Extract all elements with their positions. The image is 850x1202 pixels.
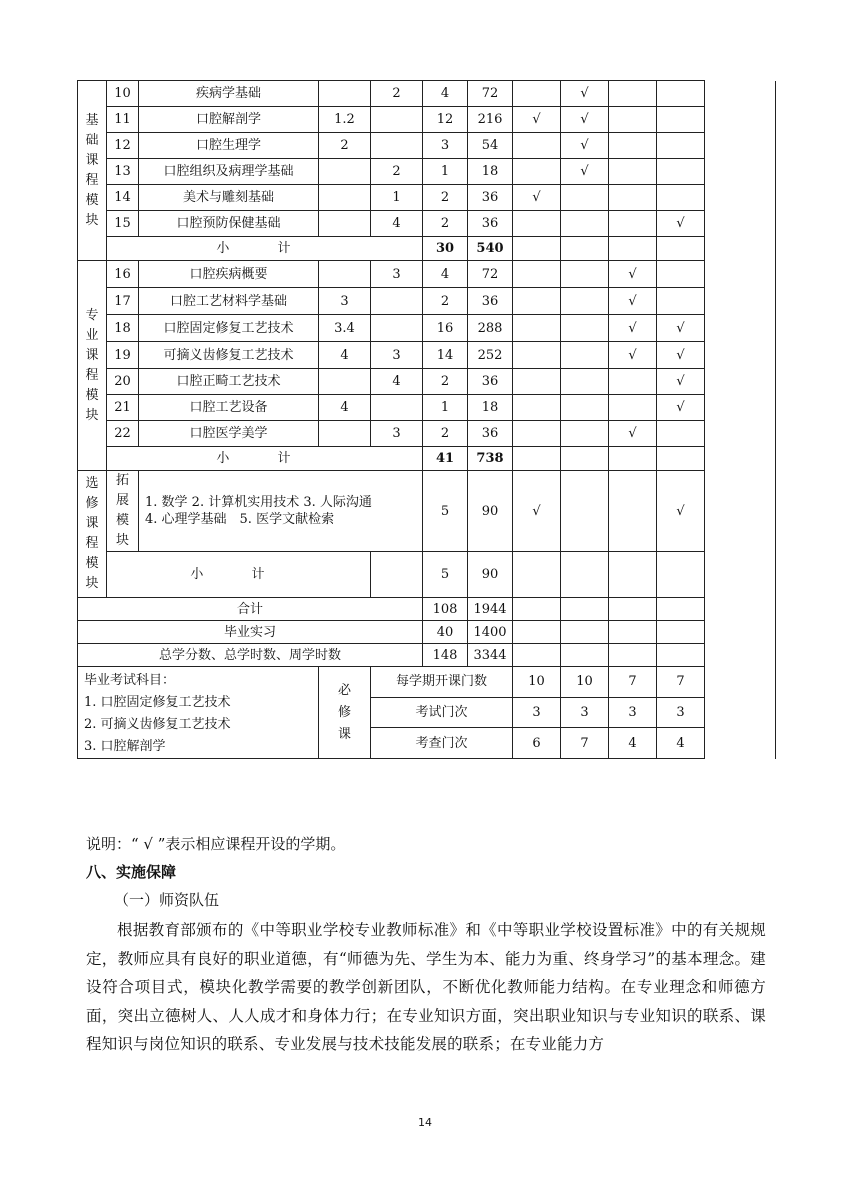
semester-mark [513, 369, 561, 395]
course-credit: 4 [423, 261, 468, 288]
subtotal-label: 小 计 [107, 552, 371, 598]
semester-mark [657, 185, 705, 211]
semester-mark [513, 598, 561, 621]
course-name: 可摘义齿修复工艺技术 [139, 342, 319, 369]
course-exam: 4 [319, 395, 371, 421]
semester-mark: √ [513, 185, 561, 211]
course-credit: 2 [423, 288, 468, 315]
course-no: 11 [107, 107, 139, 133]
semester-mark [561, 315, 609, 342]
course-exam [319, 211, 371, 237]
course-name: 口腔疾病概要 [139, 261, 319, 288]
course-exam: 3.4 [319, 315, 371, 342]
semester-mark [609, 237, 657, 261]
semester-mark [609, 644, 657, 667]
semester-mark: √ [609, 342, 657, 369]
course-name: 口腔固定修复工艺技术 [139, 315, 319, 342]
semester-mark [561, 211, 609, 237]
course-exam [319, 159, 371, 185]
semester-mark [609, 185, 657, 211]
subtotal-credit: 30 [423, 237, 468, 261]
semester-mark: √ [657, 342, 705, 369]
curriculum-table [77, 80, 776, 759]
course-check [371, 288, 423, 315]
semester-mark: √ [561, 107, 609, 133]
semester-mark: √ [657, 211, 705, 237]
semester-mark [561, 552, 609, 598]
course-name: 口腔正畸工艺技术 [139, 369, 319, 395]
course-check: 3 [371, 421, 423, 447]
table-row [78, 552, 776, 598]
elective-line-2: 4. 心理学基础 5. 医学文献检索 [145, 512, 335, 527]
semester-stat-label: 考查门次 [371, 728, 513, 759]
table-row [78, 315, 776, 342]
semester-mark [513, 211, 561, 237]
semester-mark [561, 342, 609, 369]
semester-mark: √ [609, 315, 657, 342]
course-credit: 1 [423, 395, 468, 421]
semester-mark [513, 552, 561, 598]
grand-total-row-credit: 148 [423, 644, 468, 667]
semester-stat-value: 3 [609, 697, 657, 728]
course-exam: 4 [319, 342, 371, 369]
course-no: 10 [107, 81, 139, 107]
course-check [371, 107, 423, 133]
semester-mark [513, 342, 561, 369]
semester-mark [513, 288, 561, 315]
semester-mark [657, 621, 705, 644]
semester-stat-value: 7 [561, 728, 609, 759]
table-row [78, 621, 776, 644]
graduation-title: 毕业考试科目： [84, 673, 176, 688]
course-credit: 4 [423, 81, 468, 107]
course-no: 14 [107, 185, 139, 211]
course-hours: 18 [468, 395, 513, 421]
course-exam [319, 369, 371, 395]
semester-mark [657, 107, 705, 133]
course-credit: 2 [423, 211, 468, 237]
course-no: 21 [107, 395, 139, 421]
semester-mark [657, 552, 705, 598]
course-hours: 90 [468, 471, 513, 552]
table-row [78, 395, 776, 421]
semester-mark: √ [561, 159, 609, 185]
course-credit: 3 [423, 133, 468, 159]
table-row [78, 369, 776, 395]
table-right-margin [705, 81, 776, 759]
course-name: 口腔解剖学 [139, 107, 319, 133]
semester-stat-label: 每学期开课门数 [371, 667, 513, 698]
semester-mark [609, 369, 657, 395]
course-check: 4 [371, 369, 423, 395]
subtotal-credit: 5 [423, 552, 468, 598]
semester-mark [513, 395, 561, 421]
semester-mark [513, 447, 561, 471]
total-row-credit: 108 [423, 598, 468, 621]
semester-stat-value: 3 [513, 697, 561, 728]
semester-mark [561, 644, 609, 667]
course-no: 20 [107, 369, 139, 395]
semester-mark [561, 447, 609, 471]
graduation-exam-subjects [78, 667, 319, 759]
course-exam [319, 421, 371, 447]
course-hours: 18 [468, 159, 513, 185]
semester-mark [513, 159, 561, 185]
semester-stat-value: 10 [561, 667, 609, 698]
course-exam: 1.2 [319, 107, 371, 133]
table-cell [371, 552, 423, 598]
table-row [78, 447, 776, 471]
semester-mark [657, 237, 705, 261]
semester-mark [561, 621, 609, 644]
course-credit: 2 [423, 185, 468, 211]
table-row [78, 133, 776, 159]
course-exam: 3 [319, 288, 371, 315]
semester-stat-value: 10 [513, 667, 561, 698]
course-hours: 252 [468, 342, 513, 369]
grand-total-row-hours: 3344 [468, 644, 513, 667]
semester-mark: √ [609, 421, 657, 447]
course-exam [319, 81, 371, 107]
subtotal-label: 小 计 [107, 237, 423, 261]
total-row-hours: 1944 [468, 598, 513, 621]
course-exam [319, 261, 371, 288]
course-hours: 72 [468, 81, 513, 107]
course-no: 13 [107, 159, 139, 185]
semester-stat-value: 7 [609, 667, 657, 698]
grand-total-row-label: 总学分数、总学时数、周学时数 [78, 644, 423, 667]
course-credit: 1 [423, 159, 468, 185]
semester-mark [561, 395, 609, 421]
module-label-elective: 选 修 课 程 模 块 [78, 471, 107, 598]
course-check [371, 315, 423, 342]
table-row [78, 342, 776, 369]
course-hours: 36 [468, 369, 513, 395]
table-row [78, 667, 776, 698]
semester-mark: √ [657, 471, 705, 552]
course-credit: 2 [423, 421, 468, 447]
course-name: 口腔工艺设备 [139, 395, 319, 421]
semester-mark [609, 447, 657, 471]
elective-sub-label: 拓 展 模 块 [107, 471, 139, 552]
table-row [78, 598, 776, 621]
page-number: 14 [418, 1116, 432, 1129]
subtotal-label: 小 计 [107, 447, 423, 471]
semester-mark [561, 471, 609, 552]
semester-mark: √ [513, 471, 561, 552]
course-no: 12 [107, 133, 139, 159]
semester-mark [657, 644, 705, 667]
semester-mark [657, 288, 705, 315]
semester-mark [657, 159, 705, 185]
table-row [78, 81, 776, 107]
semester-mark [609, 211, 657, 237]
semester-mark [657, 133, 705, 159]
semester-mark: √ [657, 369, 705, 395]
semester-stat-value: 3 [657, 697, 705, 728]
subtotal-hours: 738 [468, 447, 513, 471]
course-no: 15 [107, 211, 139, 237]
table-explanation: 说明：“ √ ”表示相应课程开设的学期。 [86, 835, 346, 853]
course-exam [319, 185, 371, 211]
semester-stat-label: 考试门次 [371, 697, 513, 728]
graduation-subject: 3. 口腔解剖学 [84, 739, 166, 754]
section-heading: 八、实施保障 [86, 863, 177, 881]
course-no: 16 [107, 261, 139, 288]
course-no: 22 [107, 421, 139, 447]
internship-row-credit: 40 [423, 621, 468, 644]
table-row [78, 211, 776, 237]
semester-mark [561, 288, 609, 315]
course-check: 4 [371, 211, 423, 237]
graduation-subject: 1. 口腔固定修复工艺技术 [84, 695, 231, 710]
course-credit: 5 [423, 471, 468, 552]
semester-mark [657, 598, 705, 621]
semester-mark [609, 395, 657, 421]
semester-mark: √ [609, 288, 657, 315]
semester-mark [657, 81, 705, 107]
course-check [371, 395, 423, 421]
course-name: 口腔组织及病理学基础 [139, 159, 319, 185]
semester-mark [657, 261, 705, 288]
semester-mark [513, 421, 561, 447]
table-row [78, 159, 776, 185]
semester-mark [609, 621, 657, 644]
semester-stat-value: 4 [609, 728, 657, 759]
module-label-major: 专 业 课 程 模 块 [78, 261, 107, 471]
course-check: 2 [371, 159, 423, 185]
course-credit: 2 [423, 369, 468, 395]
course-hours: 216 [468, 107, 513, 133]
semester-mark [561, 237, 609, 261]
semester-mark [561, 421, 609, 447]
course-name: 口腔生理学 [139, 133, 319, 159]
module-label-basic: 基 础 课 程 模 块 [78, 81, 107, 261]
course-name: 口腔预防保健基础 [139, 211, 319, 237]
subtotal-credit: 41 [423, 447, 468, 471]
semester-mark [513, 261, 561, 288]
graduation-subject: 2. 可摘义齿修复工艺技术 [84, 717, 231, 732]
semester-mark [561, 261, 609, 288]
semester-mark [609, 159, 657, 185]
course-check [371, 133, 423, 159]
internship-row-label: 毕业实习 [78, 621, 423, 644]
subtotal-hours: 540 [468, 237, 513, 261]
course-hours: 54 [468, 133, 513, 159]
notes-block [86, 830, 766, 1059]
course-no: 17 [107, 288, 139, 315]
course-name: 口腔医学美学 [139, 421, 319, 447]
semester-mark [513, 81, 561, 107]
table-row [78, 185, 776, 211]
semester-mark [609, 107, 657, 133]
course-credit: 12 [423, 107, 468, 133]
elective-line-1: 1. 数学 2. 计算机实用技术 3. 人际沟通 [145, 495, 372, 510]
course-credit: 16 [423, 315, 468, 342]
semester-mark [657, 421, 705, 447]
semester-stat-value: 6 [513, 728, 561, 759]
course-hours: 72 [468, 261, 513, 288]
course-no: 19 [107, 342, 139, 369]
course-check: 1 [371, 185, 423, 211]
subtotal-hours: 90 [468, 552, 513, 598]
course-hours: 288 [468, 315, 513, 342]
course-credit: 14 [423, 342, 468, 369]
internship-row-hours: 1400 [468, 621, 513, 644]
table-row [78, 261, 776, 288]
semester-mark: √ [609, 261, 657, 288]
subsection-heading: （一）师资队伍 [114, 891, 220, 909]
course-exam: 2 [319, 133, 371, 159]
semester-mark [513, 133, 561, 159]
semester-mark [609, 471, 657, 552]
course-check: 3 [371, 342, 423, 369]
table-row [78, 471, 776, 552]
course-hours: 36 [468, 211, 513, 237]
course-hours: 36 [468, 421, 513, 447]
total-row-label: 合计 [78, 598, 423, 621]
semester-mark [609, 598, 657, 621]
table-row [78, 288, 776, 315]
semester-mark [513, 621, 561, 644]
semester-mark [561, 369, 609, 395]
semester-stat-value: 3 [561, 697, 609, 728]
course-name: 美术与雕刻基础 [139, 185, 319, 211]
table-row [78, 237, 776, 261]
semester-mark [609, 133, 657, 159]
body-paragraph: 根据教育部颁布的《中等职业学校专业教师标准》和《中等职业学校设置标准》中的有关规规定，教师应具有良好的职业道德，有“师德为先、学生为本、能力为重、终身学习”的基本理念。建设符合项目式，模块化教学需要的教学创新团队，不断优化教师能力结构。在专业理念和师德方面，突出立德树人、人人成才和身体力行；在专业知识方面，突出职业知识与专业知识的联系、课程知识与岗位知识的联系、专业发展与技术技能发展的联系；在专业能力方 [86, 921, 766, 1053]
semester-mark [561, 598, 609, 621]
semester-mark [561, 185, 609, 211]
semester-mark: √ [513, 107, 561, 133]
elective-courses [139, 471, 423, 552]
course-check: 3 [371, 261, 423, 288]
semester-mark: √ [657, 395, 705, 421]
semester-stat-value: 4 [657, 728, 705, 759]
course-hours: 36 [468, 185, 513, 211]
semester-mark [513, 644, 561, 667]
course-hours: 36 [468, 288, 513, 315]
semester-mark: √ [561, 133, 609, 159]
table-row [78, 644, 776, 667]
semester-mark [657, 447, 705, 471]
course-check: 2 [371, 81, 423, 107]
course-name: 疾病学基础 [139, 81, 319, 107]
table-row [78, 107, 776, 133]
semester-mark [513, 315, 561, 342]
semester-mark: √ [561, 81, 609, 107]
semester-stat-value: 7 [657, 667, 705, 698]
semester-mark [513, 237, 561, 261]
semester-mark [609, 552, 657, 598]
course-name: 口腔工艺材料学基础 [139, 288, 319, 315]
semester-mark [609, 81, 657, 107]
table-row [78, 421, 776, 447]
semester-mark: √ [657, 315, 705, 342]
required-course-label: 必 修 课 [319, 667, 371, 759]
course-no: 18 [107, 315, 139, 342]
